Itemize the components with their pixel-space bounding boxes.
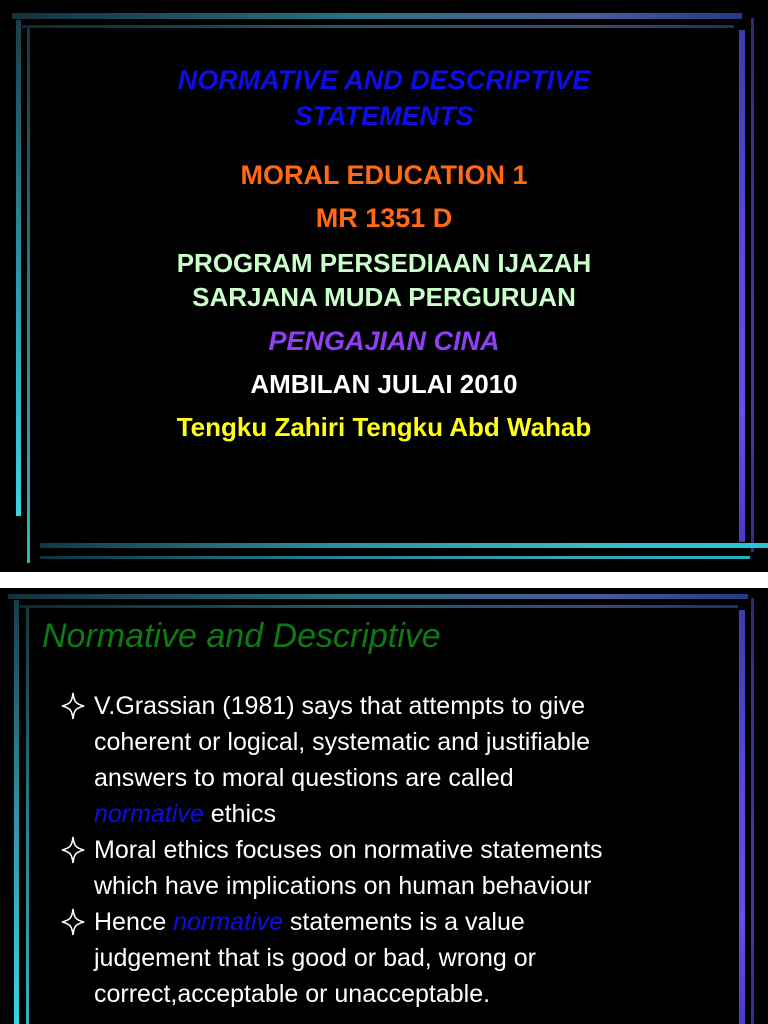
slide-title <box>0 62 768 134</box>
bullet-line <box>94 904 716 940</box>
program-line-1: PROGRAM PERSEDIAAN IJAZAH <box>176 248 592 278</box>
list-item <box>56 832 716 904</box>
four-point-star-icon <box>58 905 88 939</box>
slide-title-line-2: STATEMENTS <box>294 101 474 131</box>
frame-top-bar <box>8 594 748 599</box>
bullet-text: statements is a value <box>282 908 525 936</box>
bullet-line: answers to moral questions are called <box>94 764 514 792</box>
bullet-line: Moral ethics focuses on normative statements <box>94 836 603 864</box>
list-item <box>56 904 716 1012</box>
four-point-star-icon <box>58 833 88 867</box>
bullet-line: judgement that is good or bad, wrong or <box>94 944 536 972</box>
frame-top-inner-bar <box>20 605 738 608</box>
emphasis-term: normative <box>94 800 204 828</box>
frame-right-outer-bar <box>751 598 754 1024</box>
bullet-line: correct,acceptable or unacceptable. <box>94 980 491 1008</box>
course-code: MR 1351 D <box>315 203 453 233</box>
slide-title-line-1: NORMATIVE AND DESCRIPTIVE <box>177 65 591 95</box>
bullet-line: coherent or logical, systematic and justifiable <box>94 728 591 756</box>
list-item <box>56 688 716 832</box>
bullet-line: which have implications on human behaviour <box>94 872 592 900</box>
frame-top-inner-bar <box>22 25 734 28</box>
frame-bottom-bar <box>40 543 768 548</box>
program-name <box>0 246 768 314</box>
frame-left-inner-bar <box>26 608 29 1024</box>
frame-top-bar <box>12 13 742 19</box>
major-name: PENGAJIAN CINA <box>268 326 500 356</box>
frame-right-bar <box>739 610 745 1024</box>
bullet-line <box>94 796 716 832</box>
bullet-text: Hence <box>94 908 174 936</box>
emphasis-term: normative <box>173 908 283 936</box>
intake-label: AMBILAN JULAI 2010 <box>250 369 518 399</box>
author-name: Tengku Zahiri Tengku Abd Wahab <box>176 412 592 442</box>
course-name: MORAL EDUCATION 1 <box>240 160 528 190</box>
frame-bottom-inner-bar <box>40 556 750 559</box>
bullet-line: V.Grassian (1981) says that attempts to give <box>94 692 585 720</box>
slide-heading: Normative and Descriptive <box>42 617 441 655</box>
bullet-text: ethics <box>203 800 277 828</box>
bullet-list <box>56 688 716 1012</box>
program-line-2: SARJANA MUDA PERGURUAN <box>192 282 576 312</box>
frame-left-bar <box>14 600 19 1024</box>
four-point-star-icon <box>58 689 88 723</box>
